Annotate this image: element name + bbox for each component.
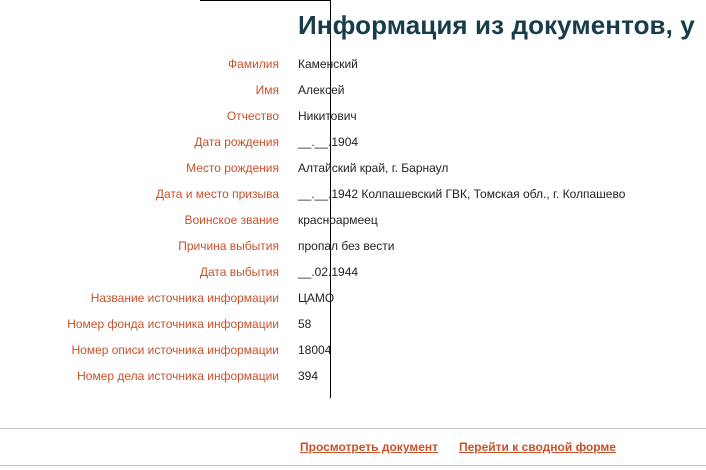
field-row-case-number bbox=[0, 369, 706, 395]
field-label-case-number: Номер дела источника информации bbox=[77, 369, 279, 383]
field-label-conscription: Дата и место призыва bbox=[155, 187, 279, 201]
field-label-departure-reason: Причина выбытия bbox=[178, 239, 279, 253]
field-label-first-name: Имя bbox=[255, 83, 279, 97]
actions-divider-bottom bbox=[0, 465, 706, 466]
field-row-source-name bbox=[0, 291, 706, 317]
field-value-departure-date: __.02.1944 bbox=[298, 265, 359, 279]
field-row-surname bbox=[0, 57, 706, 83]
field-label-departure-date: Дата выбытия bbox=[199, 265, 279, 279]
field-label-surname: Фамилия bbox=[228, 57, 279, 71]
field-row-birth-place bbox=[0, 161, 706, 187]
field-value-rank: красноармеец bbox=[298, 213, 378, 227]
page-title: Информация из документов, у bbox=[298, 10, 695, 40]
field-value-birth-place: Алтайский край, г. Барнаул bbox=[298, 161, 449, 175]
field-value-source-name: ЦАМО bbox=[298, 291, 335, 305]
field-row-rank bbox=[0, 213, 706, 239]
field-label-birth-place: Место рождения bbox=[186, 161, 279, 175]
field-value-case-number: 394 bbox=[298, 369, 319, 383]
field-label-patronymic: Отчество bbox=[226, 109, 279, 123]
field-row-first-name bbox=[0, 83, 706, 109]
field-value-first-name: Алексей bbox=[298, 83, 345, 97]
view-document-link[interactable]: Просмотреть документ bbox=[300, 440, 439, 454]
field-row-conscription bbox=[0, 187, 706, 213]
summary-form-link[interactable]: Перейти к сводной форме bbox=[459, 440, 616, 454]
field-value-surname: Каменский bbox=[298, 57, 358, 71]
field-value-inventory-number: 18004 bbox=[298, 343, 332, 357]
field-value-departure-reason: пропал без вести bbox=[298, 239, 395, 253]
field-row-fund-number bbox=[0, 317, 706, 343]
field-row-departure-date bbox=[0, 265, 706, 291]
field-row-inventory-number bbox=[0, 343, 706, 369]
field-value-conscription: __.__.1942 Колпашевский ГВК, Томская обл., г. Колпашево bbox=[298, 187, 626, 201]
frame-top-border bbox=[200, 0, 331, 1]
field-value-fund-number: 58 bbox=[298, 317, 312, 331]
field-label-rank: Воинское звание bbox=[184, 213, 279, 227]
field-row-departure-reason bbox=[0, 239, 706, 265]
field-row-patronymic bbox=[0, 109, 706, 135]
field-value-patronymic: Никитович bbox=[298, 109, 357, 123]
field-label-source-name: Название источника информации bbox=[90, 291, 279, 305]
field-row-birth-date bbox=[0, 135, 706, 161]
field-value-birth-date: __.__.1904 bbox=[298, 135, 359, 149]
actions-divider-top bbox=[0, 428, 706, 429]
field-label-inventory-number: Номер описи источника информации bbox=[71, 343, 279, 357]
field-label-fund-number: Номер фонда источника информации bbox=[67, 317, 279, 331]
field-label-birth-date: Дата рождения bbox=[194, 135, 279, 149]
